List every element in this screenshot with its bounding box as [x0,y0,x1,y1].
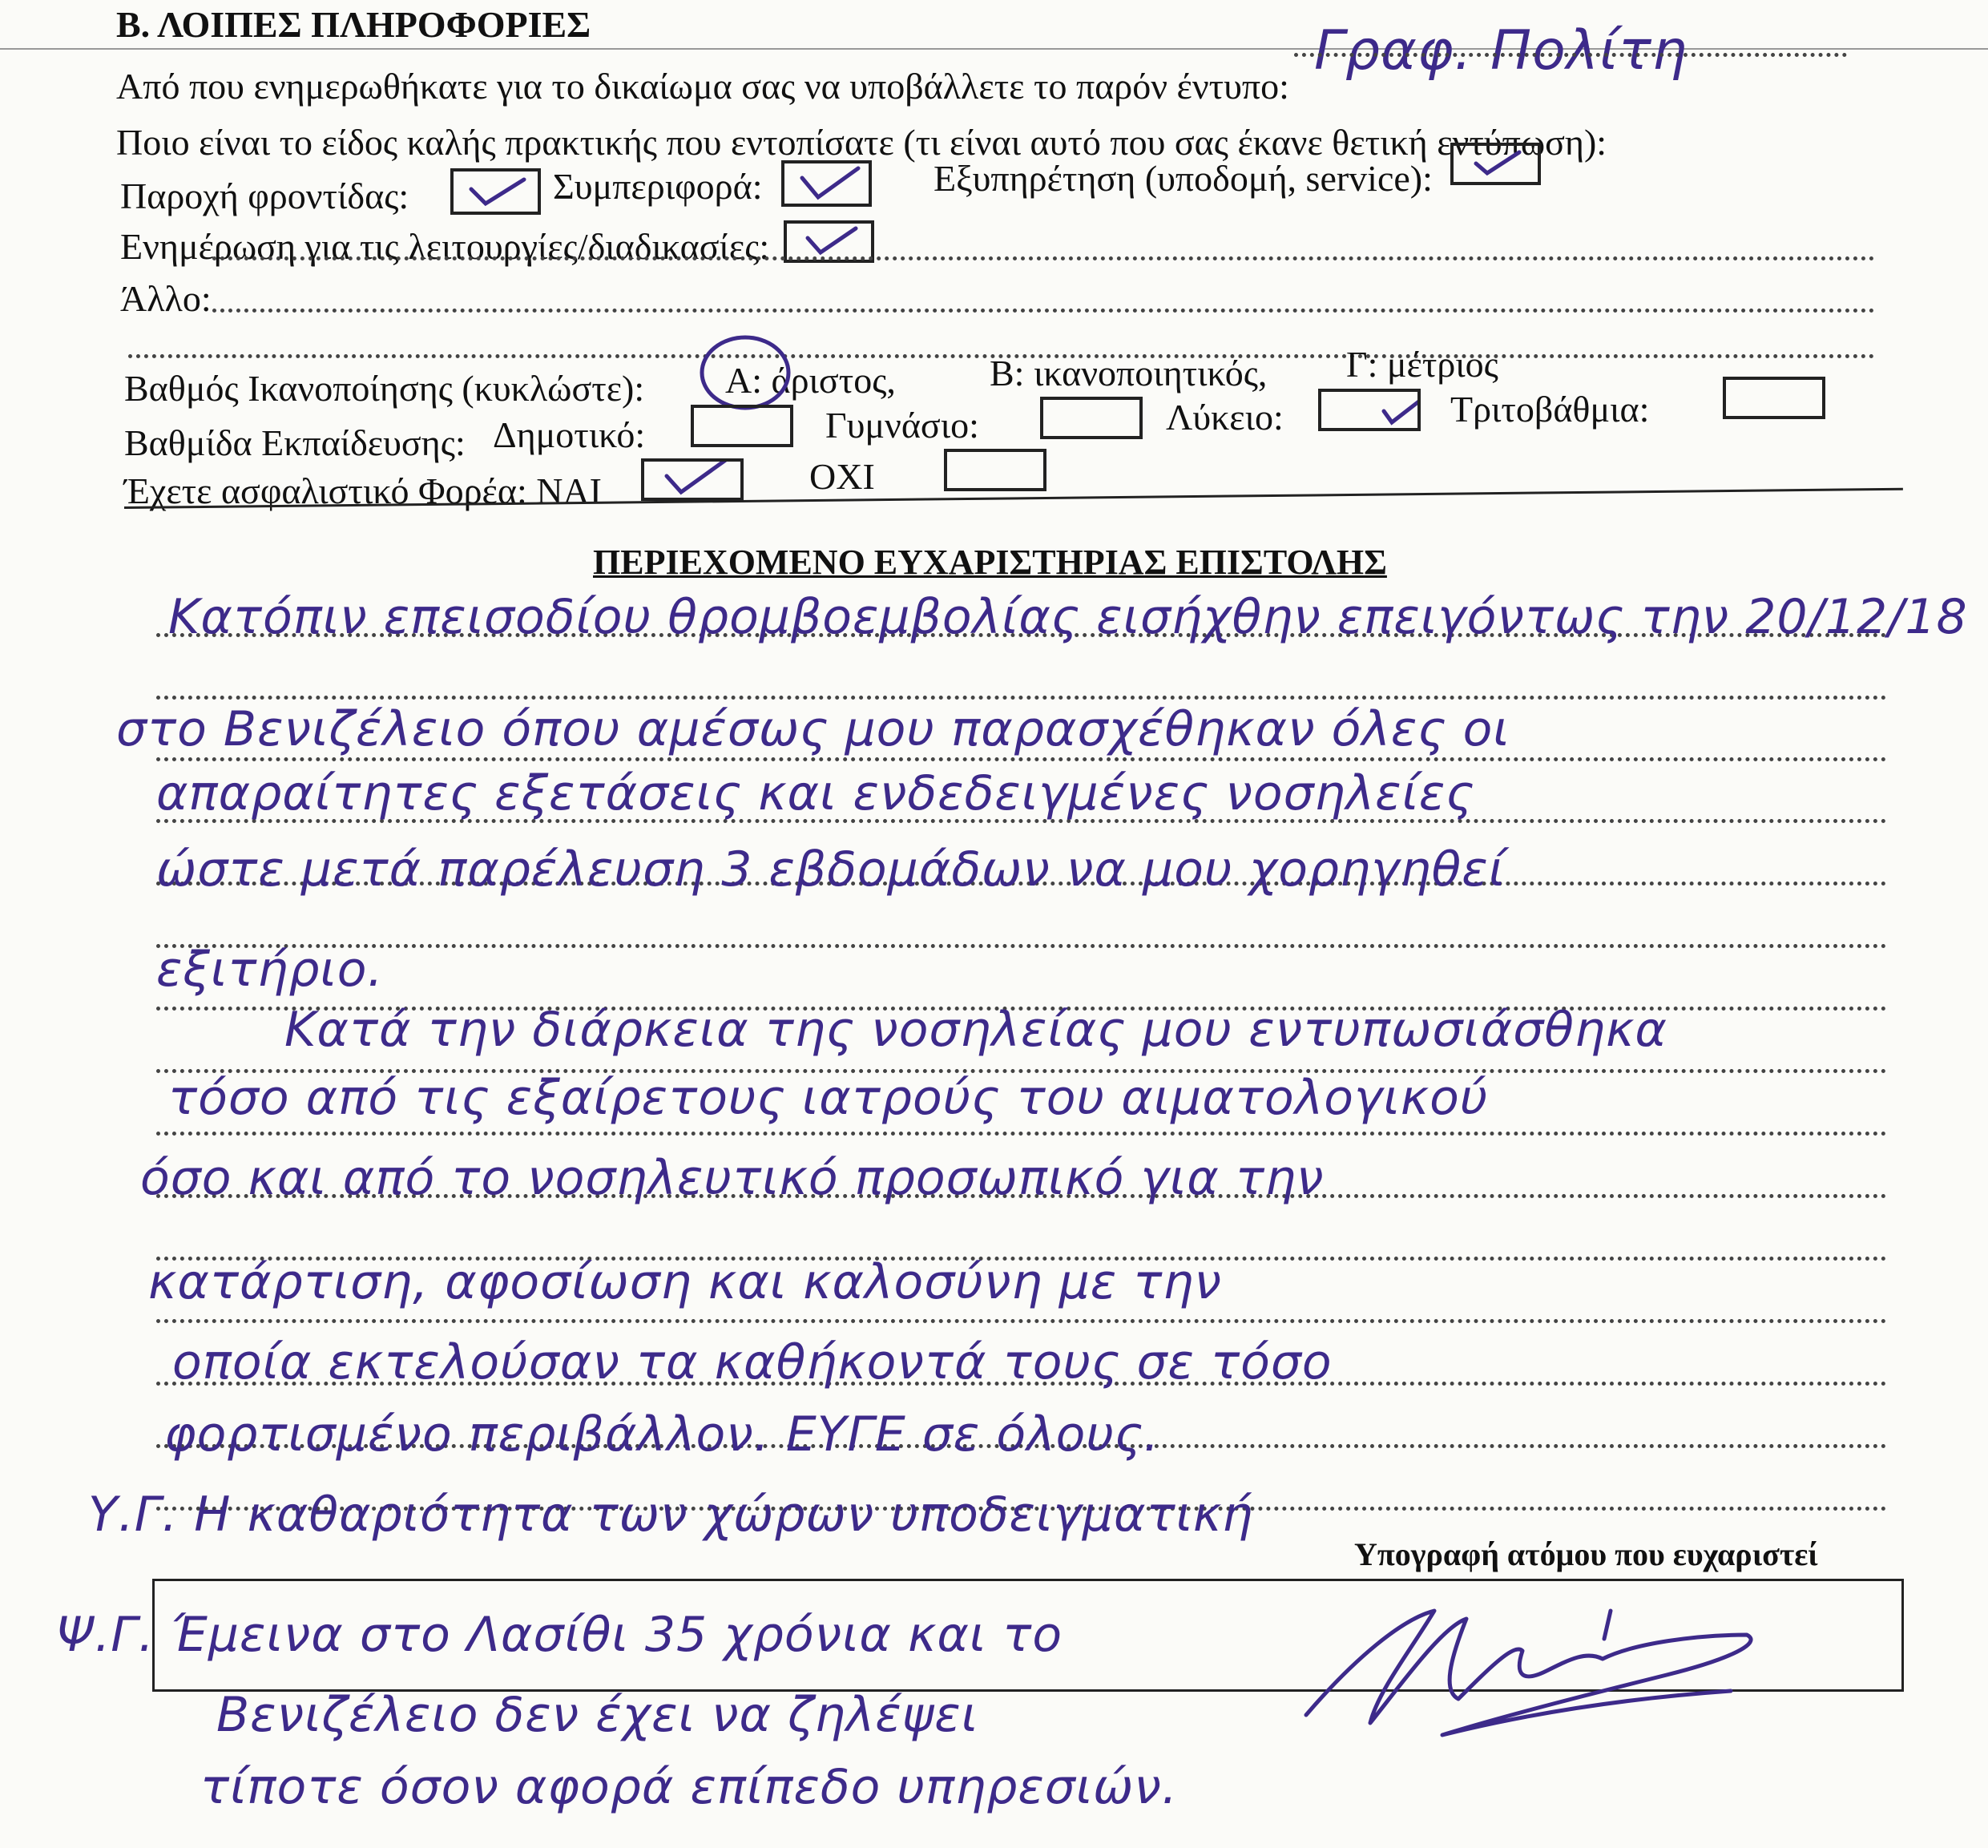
handwritten-signature [1282,1595,1779,1755]
satisfaction-label: Βαθμός Ικανοποίησης (κυκλώστε): [124,368,645,409]
writing-line [156,696,1887,700]
writing-line [156,944,1887,948]
checkmark-icon [454,171,538,212]
selection-circle-icon [697,333,793,413]
insurance-no-label: ΟΧΙ [809,456,875,497]
education-label: Βαθμίδα Εκπαίδευσης: [124,422,466,463]
letter-line-7: τόσο από τις εξαίρετους ιατρούς του αιματολογικού [168,1070,1489,1126]
practice-question: Ποιο είναι το είδος καλής πρακτικής που εντοπίσατε (τι είναι αυτό που σας έκανε θετική εντύπωση): [116,122,1607,163]
other-label: Άλλο: [120,278,212,319]
tertiary-label: Τριτοβάθμια: [1450,389,1650,430]
lyceum-label: Λύκειο: [1166,397,1284,438]
insurance-no-checkbox[interactable] [944,449,1046,491]
checkmark-icon [1454,146,1538,182]
letter-line-ps2-end: τίποτε όσον αφορά επίπεδο υπηρεσιών. [200,1759,1178,1815]
letter-line-ps2-cont: Βενιζέλειο δεν έχει να ζηλέψει [216,1687,979,1743]
satisfaction-option-c[interactable]: Γ: μέτριος [1346,344,1498,385]
letter-line-3: απαραίτητες εξετάσεις και ενδεδειγμένες νοσηλείες [156,765,1475,821]
letter-line-8: όσο και από το νοσηλευτικό προσωπικό για την [140,1150,1325,1206]
letter-line-6: Κατά την διάρκεια της νοσηλείας μου εντυπωσιάσθηκα [284,1002,1667,1058]
service-label: Εξυπηρέτηση (υποδομή, service): [934,158,1433,199]
section-title: Β. ΛΟΙΠΕΣ ΠΛΗΡΟΦΟΡΙΕΣ [116,4,591,45]
lyceum-checkbox[interactable] [1318,389,1421,431]
checkmark-icon [1321,392,1417,428]
top-edge-line [0,48,1988,50]
letter-line-2: στο Βενιζέλειο όπου αμέσως μου παρασχέθηκαν όλες οι [116,701,1510,757]
letter-title: ΠΕΡΙΕΧΟΜΕΝΟ ΕΥΧΑΡΙΣΤΗΡΙΑΣ ΕΠΙΣΤΟΛΗΣ [593,543,1387,582]
gymnasium-label: Γυμνάσιο: [825,405,979,446]
writing-line [156,757,1887,761]
source-question-label: Από που ενημερωθήκατε για το δικαίωμα σας να υποβάλλετε το παρόν έντυπο: [116,66,1289,107]
letter-line-ps2: Ψ.Γ. Έμεινα στο Λασίθι 35 χρόνια και το [56,1607,1063,1663]
checkmark-icon [787,224,871,260]
behavior-checkbox[interactable] [781,160,872,207]
info-label: Ενημέρωση για τις λειτουργίες/διαδικασίες: [120,226,770,267]
satisfaction-option-b[interactable]: Β: ικανοποιητικός, [990,353,1268,393]
other-dotted-line-2 [212,309,1875,313]
other-dotted-line-1 [212,256,1875,260]
letter-line-9: κατάρτιση, αφοσίωση και καλοσύνη με την [148,1254,1222,1310]
care-label: Παροχή φροντίδας: [120,176,409,216]
letter-line-1: Κατόπιν επεισοδίου θρομβοεμβολίας εισήχθην επειγόντως την 20/12/18 [168,589,1968,645]
primary-checkbox[interactable] [691,405,793,447]
letter-line-ps1: Υ.Γ. Η καθαριότητα των χώρων υποδειγματική [88,1487,1254,1543]
letter-line-10: οποία εκτελούσαν τα καθήκοντά τους σε τόσο [172,1334,1333,1390]
signature-label: Υπογραφή ατόμου που ευχαριστεί [1354,1536,1818,1572]
service-checkbox[interactable] [1450,143,1541,185]
checkmark-icon [644,462,740,498]
primary-label: Δημοτικό: [493,414,646,455]
source-question-answer[interactable]: Γραφ. Πολίτη [1314,19,1688,83]
care-checkbox[interactable] [450,168,541,215]
letter-line-4: ώστε μετά παρέλευση 3 εβδομάδων να μου χορηγηθεί [156,841,1506,898]
behavior-label: Συμπεριφορά: [553,166,763,207]
dotted-line [1294,53,1847,57]
tertiary-checkbox[interactable] [1723,377,1825,419]
writing-line [156,1132,1887,1136]
satisfaction-option-a[interactable]: Α: άριστος, [725,360,896,401]
letter-line-11: φορτισμένο περιβάλλον. ΕΥΓΕ σε όλους. [164,1406,1160,1463]
insurance-label: Έχετε ασφαλιστικό Φορέα: ΝΑΙ [124,470,602,511]
letter-line-5: εξιτήριο. [156,942,384,998]
gymnasium-checkbox[interactable] [1040,397,1143,439]
checkmark-icon [784,163,869,204]
writing-line [156,1319,1887,1323]
insurance-yes-checkbox[interactable] [641,458,744,501]
